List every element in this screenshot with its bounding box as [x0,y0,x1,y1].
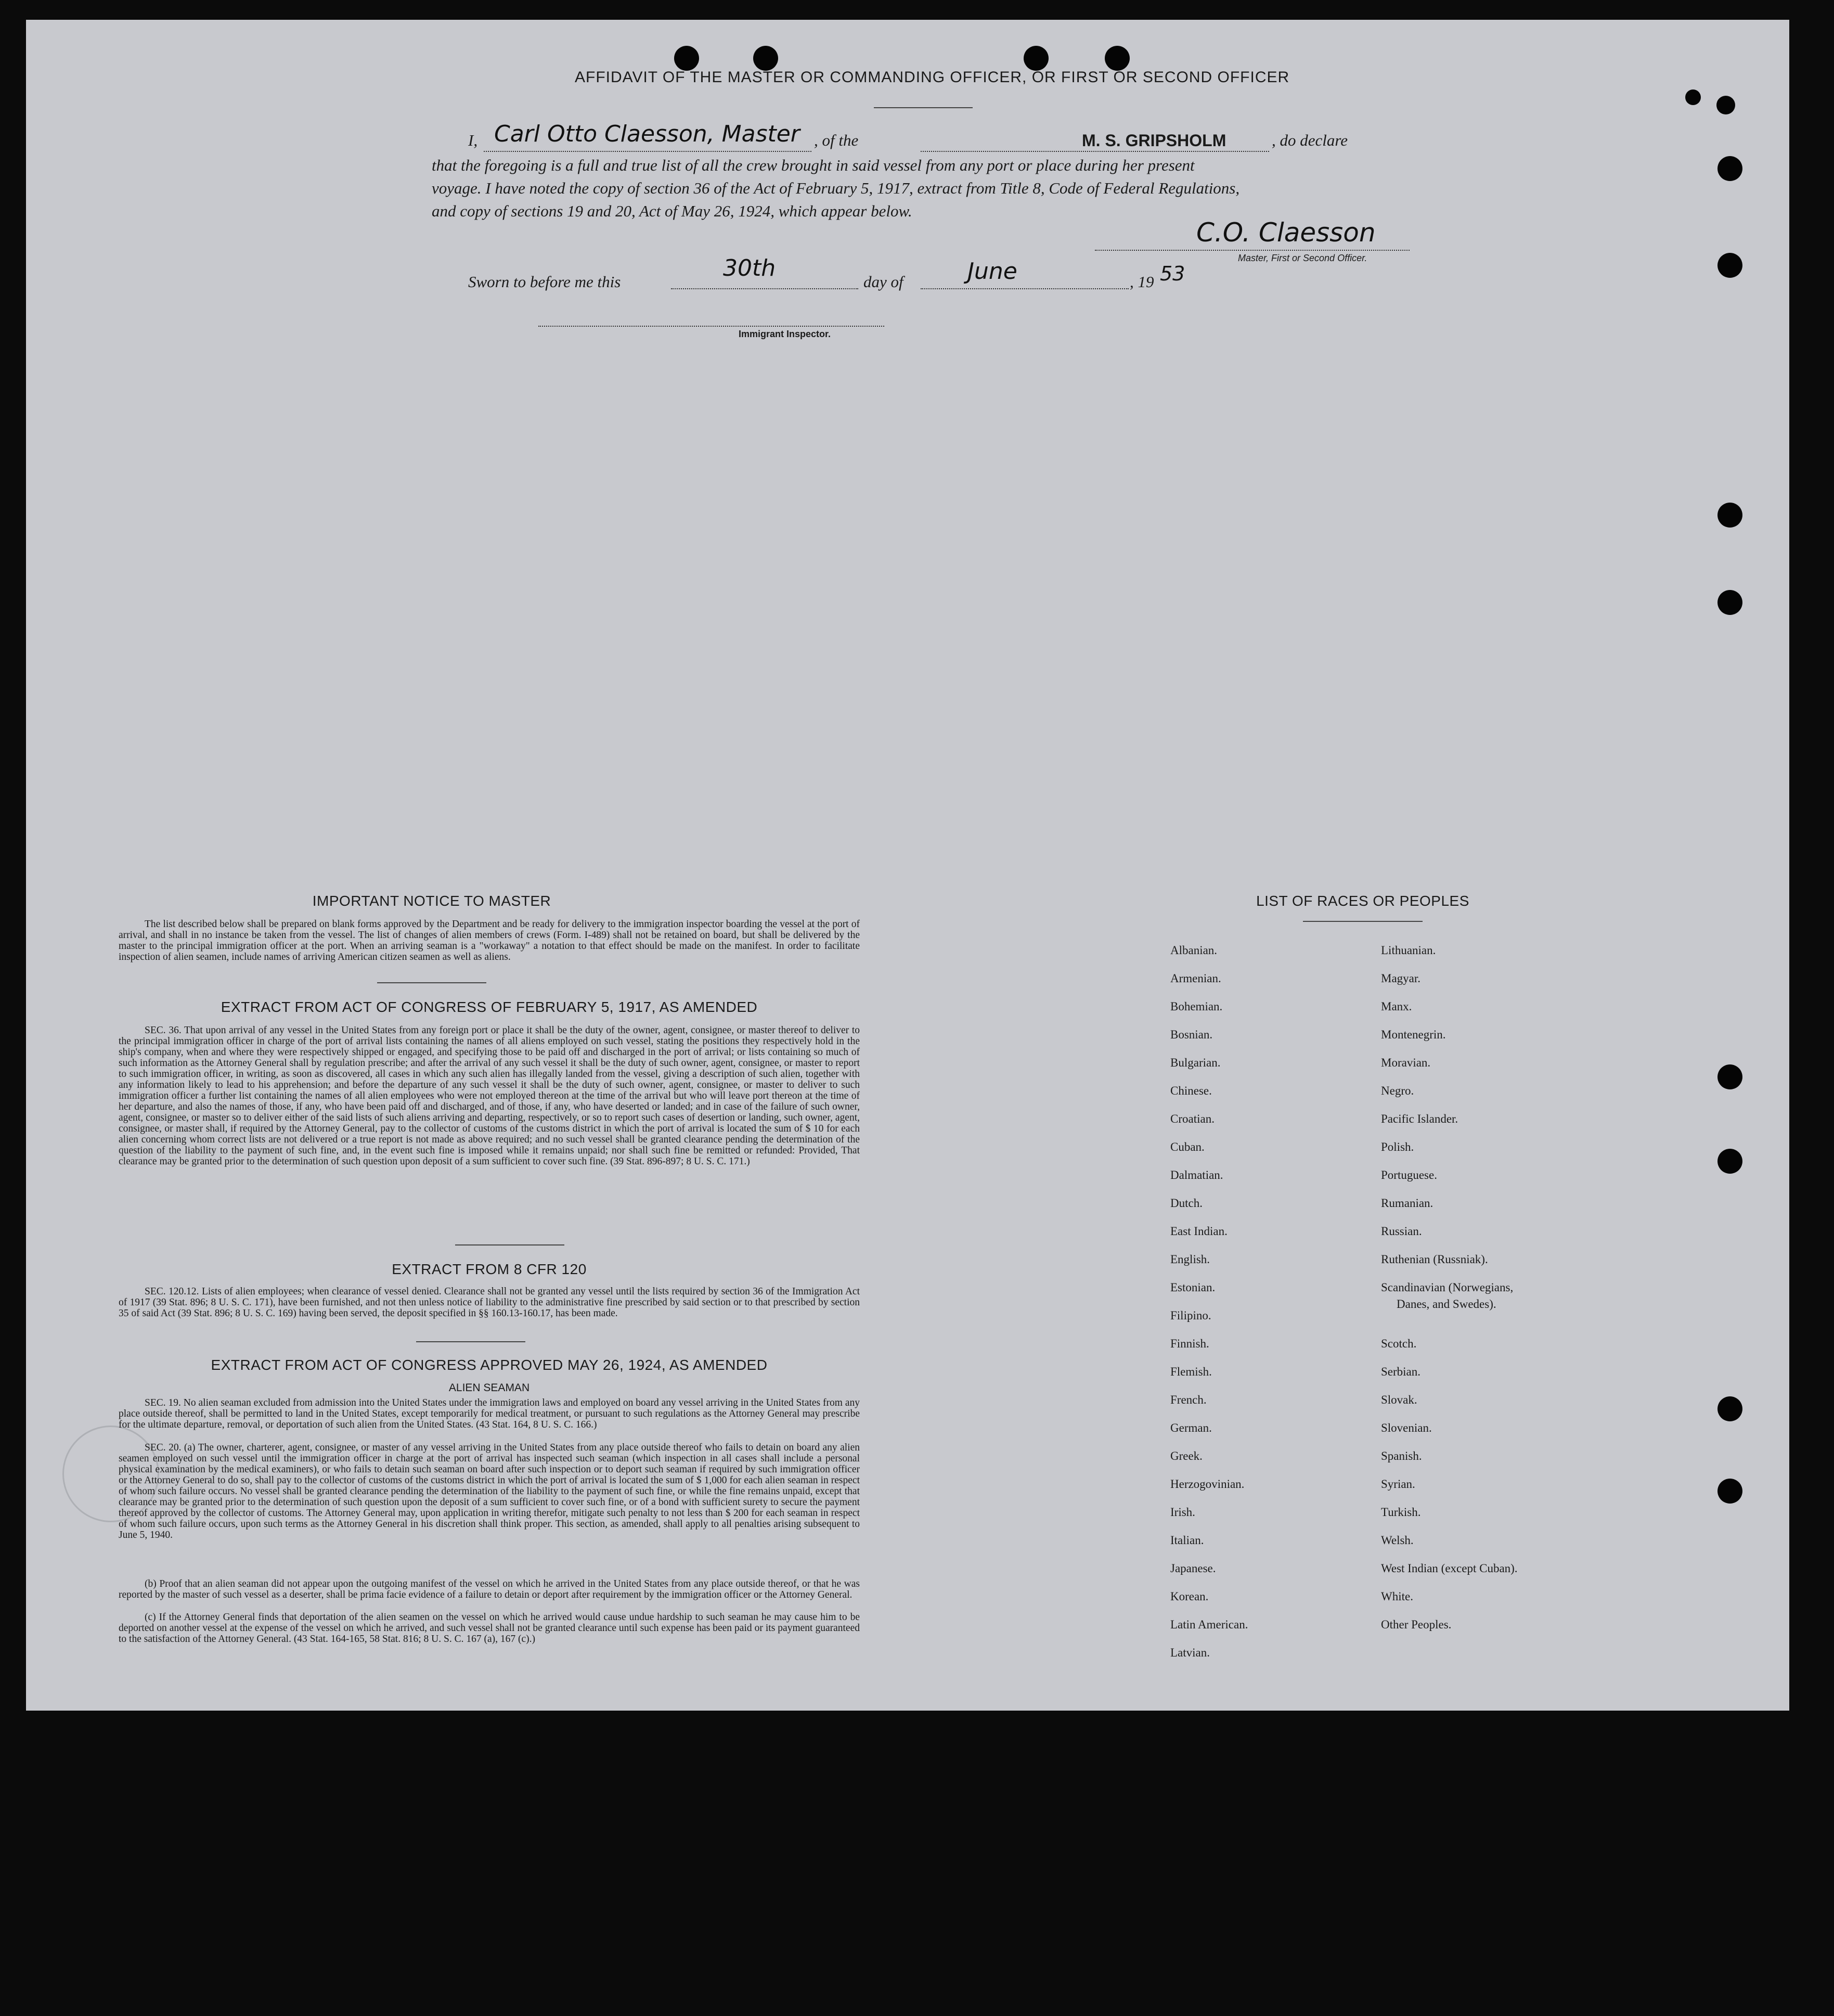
punch-hole [1717,1396,1742,1421]
race-item: Albanian. [1170,944,1218,957]
race-item: Manx. [1381,1000,1412,1013]
race-item: Montenegrin. [1381,1028,1446,1041]
punch-hole [1717,1149,1742,1174]
master-name: Carl Otto Claesson, Master [494,121,800,147]
sworn-day: 30th [723,255,776,281]
sec20b-text: (b) Proof that an alien seaman did not appear upon the outgoing manifest of the vessel on which he arrived in the United States from any place outside thereof, or that he was reported by the master of such vessel as a deserter, shall be prima facie evidence of a failure to detain or deport after requirement by the immigration officer or the Attorney General. [119,1578,860,1600]
races-title: LIST OF RACES OR PEOPLES [1256,893,1469,909]
race-item: Dutch. [1170,1197,1203,1210]
race-item: Dalmatian. [1170,1168,1223,1182]
extract-cfr-text: SEC. 120.12. Lists of alien employees; when clearance of vessel denied. Clearance shall not be granted any vessel until the lists required by section 36 of the Immigration Act of 1917 (39 Stat. 896; 8 U. S. C. 171), have been furnished, and not then unless notice of liability to the administrative fine prescribed by said section or to that prescribed by section 35 of said Act (39 Stat. 896; 8 U. S. C. 169) having been served, the deposit specified in §§ 160.13-160.17, has been made. [119,1286,860,1319]
year-prefix: , 19 [1130,273,1154,291]
race-item: Slovenian. [1381,1421,1432,1434]
affidavit-title: AFFIDAVIT OF THE MASTER OR COMMANDING OFFICER, OR FIRST OR SECOND OFFICER [575,69,1290,86]
race-item: Latvian. [1170,1646,1210,1659]
race-item: Bulgarian. [1170,1056,1221,1069]
affidavit-line1 [468,121,1415,155]
divider [1303,921,1423,922]
race-item: East Indian. [1170,1225,1228,1238]
race-item: Russian. [1381,1225,1422,1238]
punch-hole [674,46,699,71]
punch-hole [1717,1064,1742,1089]
sworn-label: Sworn to before me this [468,273,621,291]
race-item: Lithuanian. [1381,944,1436,957]
races-right-column [1381,936,1518,1639]
inspector-caption: Immigrant Inspector. [739,329,831,339]
race-item: Irish. [1170,1506,1195,1519]
races-left-column [1170,936,1248,1667]
divider [874,107,973,108]
race-item: Serbian. [1381,1365,1421,1378]
notice-text: The list described below shall be prepared on blank forms approved by the Department and be ready for delivery to the immigration inspector boarding the vessel at the port of arrival, and shall in no instance be taken from the vessel. The list of changes of alien members of crews (Form. I-489) shall not be retained on board, but shall be delivered by the master to the principal immigration officer at the port. When an arriving seaman is a "workaway" a notation to that effect should be made on the manifest. In order to facilitate inspection of alien seamen, include names of arriving American citizen seamen as well as aliens. [119,919,860,962]
extract-1917-text: SEC. 36. That upon arrival of any vessel in the United States from any foreign port or place it shall be the duty of the owner, agent, consignee, or master thereof to deliver to the principal immigration officer in charge of the port of arrival lists containing the names of all aliens employed on such vessel, stating the positions they respectively hold in the ship's company, when and where they were respectively shipped or engaged, and specifying those to be paid off and discharged in the port of arrival; or lists containing so much of such information as the Attorney General shall by regulation prescribe; and after the arrival of any such vessel it shall be the duty of such owner, agent, consignee, or master to report to such immigration officer, in writing, as soon as discovered, all cases in which any such alien has illegally landed from the vessel, giving a description of such alien, together with any information likely to lead to his apprehension; and before the departure of any such vessel it shall be the duty of such owner, agent, consignee, or master to deliver to such immigration officer a further list containing the names of all alien employees who were not employed thereon at the time of the arrival but who will leave port thereon at the time of her departure, and also the names of those, if any, who have been paid off and discharged, and of those, if any, who have deserted or landed; and in case of the failure of such owner, agent, consignee, or master so to deliver either of the said lists of such aliens arriving and departing, respectively, or so to report such cases of desertion or landing, such owner, agent, consignee, or master shall, if required by the Attorney General, pay to the collector of customs of the customs district in which the port of arrival is located the sum of $ 10 for each alien concerning whom correct lists are not delivered or a true report is not made as above required; and no such vessel shall be granted clearance pending the determination of the question of the liability to the payment of such fine, and, in the event such fine is imposed while it remains unpaid; nor shall such fine be remitted or refunded: Provided, That clearance may be granted prior to the determination of such question upon deposit of a sum sufficient to cover such fine. (39 Stat. 896-897; 8 U. S. C. 171.) [119,1025,860,1167]
race-item: Pacific Islander. [1381,1112,1458,1125]
extract-1917-title: EXTRACT FROM ACT OF CONGRESS OF FEBRUARY 5, 1917, AS AMENDED [221,999,758,1015]
race-item: Polish. [1381,1140,1414,1153]
punch-hole [1024,46,1049,71]
sworn-month: June [967,258,1017,285]
divider [377,982,486,983]
sworn-year: 53 [1160,262,1185,285]
punch-hole [1105,46,1130,71]
extract-1924-subtitle: ALIEN SEAMAN [448,1382,530,1394]
sec20c-text: (c) If the Attorney General finds that deportation of the alien seamen on the vessel on which he arrived would cause undue hardship to such seaman he may cause him to be deported on another vessel at the expense of the vessel on which he arrived, and such vessel shall not be granted clearance until such expense has been paid or its payment guaranteed to the satisfaction of the Attorney General. (43 Stat. 164-165, 58 Stat. 816; 8 U. S. C. 167 (a), 167 (c).) [119,1612,860,1645]
race-item: French. [1170,1393,1207,1406]
day-of-label: day of [863,273,903,291]
dotted-line [921,288,1129,289]
race-item: White. [1381,1590,1413,1603]
race-item: Slovak. [1381,1393,1417,1406]
race-item: Ruthenian (Russniak). [1381,1253,1488,1266]
race-item: Bohemian. [1170,1000,1223,1013]
race-item: Bosnian. [1170,1028,1213,1041]
race-item: Cuban. [1170,1140,1205,1153]
punch-hole [1717,503,1742,528]
race-item: Magyar. [1381,972,1421,985]
signature-caption: Master, First or Second Officer. [1238,253,1367,263]
race-item: West Indian (except Cuban). [1381,1562,1518,1575]
punch-hole [1717,253,1742,278]
sec20a-text: SEC. 20. (a) The owner, charterer, agent, consignee, or master of any vessel arriving in the United States from any place outside thereof who fails to detain on board any alien seamen employed on such vessel until the immigration officer in charge at the port of arrival has inspected such seaman (which inspection in all cases shall include a personal physical examination by the medical examiners), or who fails to detain such seaman on board after such inspection or to deport such seaman if required by such immigration officer or the Attorney General to do so, shall pay to the collector of customs of the customs district in which the port of arrival is located the sum of $ 1,000 for each alien seaman in respect of whom such failure occurs. No vessel shall be granted clearance pending the determination of the liability to the payment of such fine, or while the fine remains unpaid, except that clearance may be granted prior to the determination of such question upon the deposit of a sum sufficient to cover such fine, or of a bond with sufficient surety to secure the payment thereof approved by the collector of customs. The Attorney General may, upon application in writing therefor, mitigate such penalty to not less than $ 200 for each seaman in respect of whom such failure occurs, upon such terms as the Attorney General in his discretion shall think proper. This section, as amended, shall apply to all penalties arising subsequent to June 5, 1940. [119,1442,860,1540]
affidavit-line2: that the foregoing is a full and true list of all the crew brought in said vessel from any port or place during her present [432,156,1195,174]
race-item: Spanish. [1381,1449,1422,1462]
punch-hole [1685,89,1701,105]
race-item: Filipino. [1170,1309,1211,1322]
race-item: Other Peoples. [1381,1618,1452,1631]
do-declare-label: , do declare [1272,131,1348,149]
divider [416,1341,525,1342]
race-item: Portuguese. [1381,1168,1437,1182]
master-signature: C.O. Claesson [1196,217,1376,248]
race-item: Chinese. [1170,1084,1212,1097]
race-item: Greek. [1170,1449,1203,1462]
race-item: Scotch. [1381,1337,1417,1350]
punch-hole [1716,96,1735,114]
i-label: I, [468,131,478,149]
race-item: Finnish. [1170,1337,1209,1350]
race-item: Flemish. [1170,1365,1212,1378]
extract-1924-title: EXTRACT FROM ACT OF CONGRESS APPROVED MAY 26, 1924, AS AMENDED [211,1357,768,1373]
dotted-line [921,151,1269,152]
punch-hole [1717,590,1742,615]
vessel-name: M. S. GRIPSHOLM [1082,131,1226,150]
affidavit-line4: and copy of sections 19 and 20, Act of May 26, 1924, which appear below. [432,202,912,220]
race-item: Croatian. [1170,1112,1215,1125]
race-item: Japanese. [1170,1562,1216,1575]
punch-hole [1717,1479,1742,1504]
sworn-line [468,255,1248,297]
extract-cfr-title: EXTRACT FROM 8 CFR 120 [392,1261,587,1277]
race-item: Herzogovinian. [1170,1478,1245,1491]
punch-hole [753,46,778,71]
race-item: Italian. [1170,1534,1204,1547]
race-item: Korean. [1170,1590,1209,1603]
race-item: Scandinavian (Norwegians, [1381,1281,1514,1294]
divider [455,1244,564,1245]
race-item: English. [1170,1253,1210,1266]
scan-border [0,1711,1834,2016]
race-item: Armenian. [1170,972,1221,985]
race-item: Latin American. [1170,1618,1248,1631]
race-item: Danes, and Swedes). [1397,1298,1496,1311]
notice-title: IMPORTANT NOTICE TO MASTER [312,893,551,909]
race-item: German. [1170,1421,1212,1434]
punch-hole [1717,156,1742,181]
affidavit-line3: voyage. I have noted the copy of section 36 of the Act of February 5, 1917, extract from Title 8, Code of Federal Regulations, [432,179,1240,197]
of-the-label: , of the [814,131,859,149]
race-item: Estonian. [1170,1281,1216,1294]
dotted-line [484,151,811,152]
race-item: Turkish. [1381,1506,1421,1519]
race-item: Moravian. [1381,1056,1431,1069]
race-item: Welsh. [1381,1534,1414,1547]
dotted-line [671,288,858,289]
race-item: Syrian. [1381,1478,1415,1491]
race-item: Rumanian. [1381,1197,1433,1210]
signature-line [1095,250,1410,251]
sec19-text: SEC. 19. No alien seaman excluded from admission into the United States under the immigration laws and employed on board any vessel arriving in the United States from any place outside thereof, shall be permitted to land in the United States, except temporarily for medical treatment, or pursuant to such regulations as the Attorney General may prescribe for the ultimate departure, removal, or deportation of such alien from the United States. (43 Stat. 164, 8 U. S. C. 166.) [119,1397,860,1430]
race-item: Negro. [1381,1084,1414,1097]
inspector-line [538,326,884,327]
